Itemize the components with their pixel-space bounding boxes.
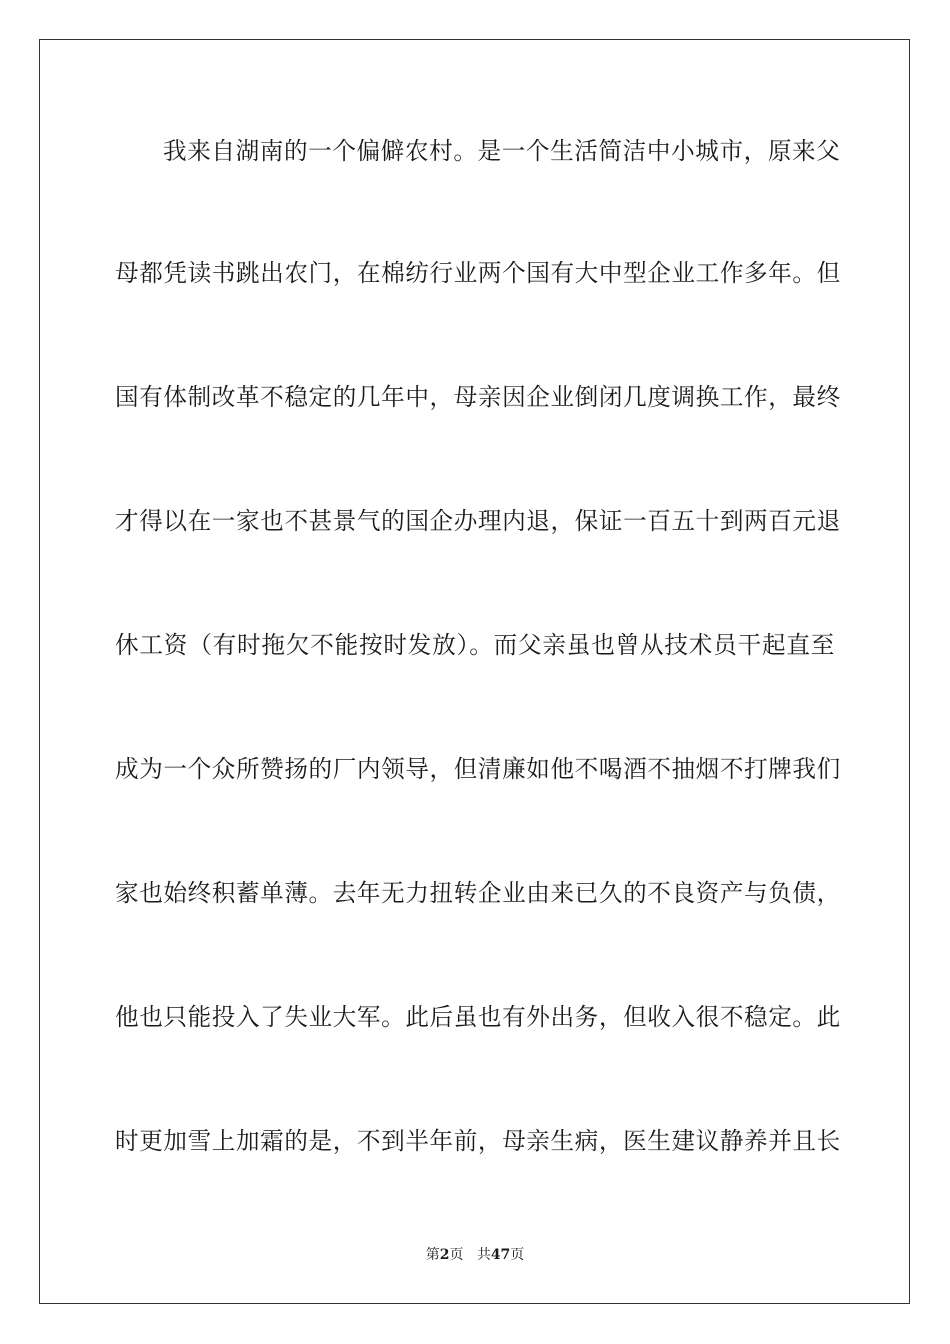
text-line-7: 家也始终积蓄单薄。去年无力扭转企业由来已久的不良资产与负债，	[115, 879, 841, 907]
text-line-5: 休工资（有时拖欠不能按时发放）。而父亲虽也曾从技术员干起直至	[115, 631, 835, 659]
text-line-3: 国有体制改革不稳定的几年中，母亲因企业倒闭几度调换工作，最终	[115, 383, 841, 411]
text-line-8: 他也只能投入了失业大军。此后虽也有外出务，但收入很不稳定。此	[115, 1003, 841, 1031]
page-border	[39, 39, 910, 1304]
page-suffix: 页	[449, 1247, 464, 1263]
text-line-6: 成为一个众所赞扬的厂内领导，但清廉如他不喝酒不抽烟不打牌我们	[115, 755, 841, 783]
page-footer	[0, 1246, 950, 1264]
text-line-2: 母都凭读书跳出农门，在棉纺行业两个国有大中型企业工作多年。但	[115, 259, 841, 287]
total-suffix: 页	[510, 1247, 525, 1263]
total-prefix: 共	[476, 1247, 491, 1263]
page-prefix: 第	[425, 1247, 440, 1263]
total-pages: 47	[490, 1247, 511, 1263]
page-number: 2	[439, 1247, 450, 1263]
text-line-4: 才得以在一家也不甚景气的国企办理内退，保证一百五十到两百元退	[115, 507, 841, 535]
text-line-9: 时更加雪上加霜的是，不到半年前，母亲生病，医生建议静养并且长	[115, 1127, 841, 1155]
text-line-1: 我来自湖南的一个偏僻农村。是一个生活简洁中小城市，原来父	[163, 137, 841, 165]
